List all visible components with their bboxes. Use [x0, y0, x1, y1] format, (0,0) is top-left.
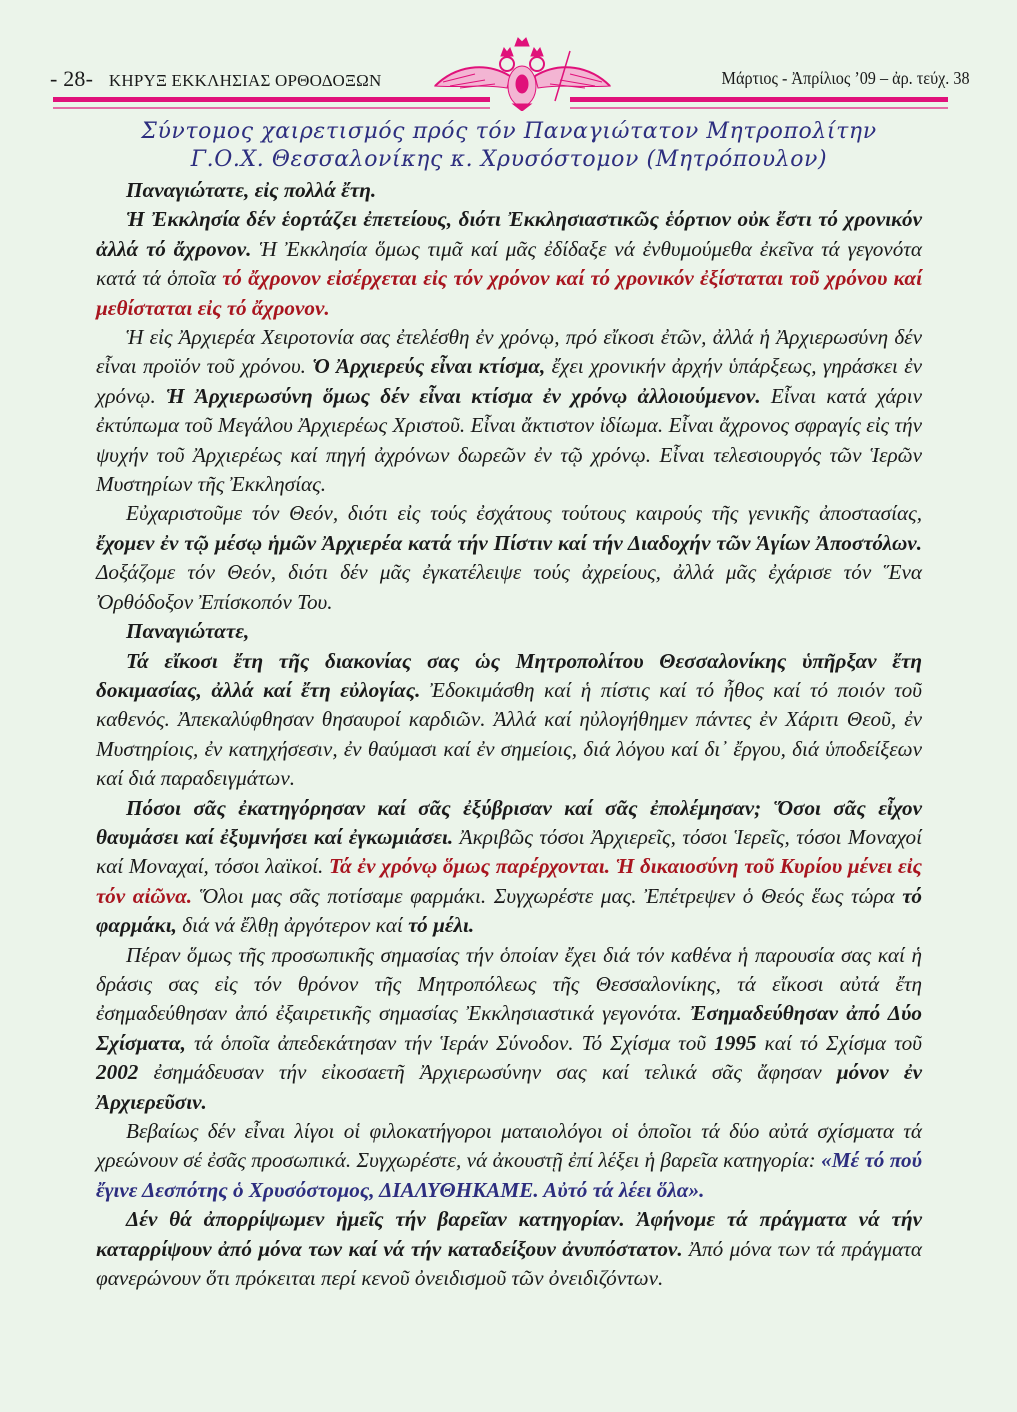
title-line-2: Γ.Ο.Χ. Θεσσαλονίκης κ. Χρυσόστομον (Μητρόπουλον): [190, 147, 828, 172]
bold-text: τό μέλι.: [408, 913, 475, 938]
body-text: Βεβαίως δέν εἶναι λίγοι οἱ φιλοκατήγοροι ματαιολόγοι οἱ ὁποῖοι τά δύο αὐτά σχίσματα τά χρεώνουν σέ ἐσᾶς προσωπικά. Συγχωρέστε, νά ἀκουστῇ ἐπί λέξει ἡ βαρεῖα κατηγορία:: [96, 1119, 922, 1173]
body-text: Δοξάζομε τόν Θεόν, διότι δέν μᾶς ἐγκατέλειψε τούς ἀχρείους, ἀλλά μᾶς ἐχάρισε τόν Ἕνα Ὀρθόδοξον Ἐπίσκοπόν Του.: [96, 560, 922, 614]
bold-text: Παναγιώτατε, εἰς πολλά ἔτη.: [126, 178, 377, 202]
page-number: - 28-: [50, 66, 94, 91]
body-text: διά νά ἔλθῃ ἀργότερον καί: [176, 913, 409, 938]
body-text: ἐσημάδευσαν τήν εἰκοσαετῆ Ἀρχιερωσύνην σας καί τελικά σᾶς ἄφησαν: [138, 1060, 837, 1085]
bold-text: ἔχομεν ἐν τῷ μέσῳ ἡμῶν Ἀρχιερέα κατά τήν Πίστιν καί τήν Διαδοχήν τῶν Ἁγίων Ἀποστόλων.: [96, 530, 922, 555]
paragraph: [96, 323, 922, 499]
quote-blue: «Μέ τό πού ἔγινε Δεσπότης ὁ Χρυσόστομος, ΔΙΑΛΥΘΗΚΑΜΕ. Αὐτό τά λέει ὅλα».: [96, 1148, 922, 1202]
bold-text: Ἡ Ἀρχιερωσύνη ὅμως δέν εἶναι κτίσμα ἐν χρόνῳ ἀλλοιούμενον.: [165, 383, 761, 408]
highlight-red: τό ἄχρονον εἰσέρχεται εἰς τόν χρόνον καί τό χρονικόν ἐξίσταται τοῦ χρόνου καί μεθίσταται εἰς τό ἄχρονον.: [96, 266, 922, 320]
paragraph-greeting: [96, 176, 922, 205]
bold-text: Ἡ Ἐκκλησία δέν ἑορτάζει ἐπετείους, διότι Ἐκκλησιαστικῶς ἑόρτιον οὐκ ἔστι τό χρονικόν ἀλλά τό ἄχρονον.: [96, 207, 922, 261]
body-text: Ὅλοι μας σᾶς ποτίσαμε φαρμάκι. Συγχωρέστε μας. Ἐπέτρεψεν ὁ Θεός ἕως τώρα: [192, 883, 903, 908]
bold-text: Ἐσημαδεύθησαν ἀπό Δύο Σχίσματα,: [96, 1001, 922, 1055]
publication-title: ΚΗΡΥΞ ΕΚΚΛΗΣΙΑΣ ΟΡΘΟΔΟΞΩΝ: [108, 71, 382, 90]
bold-text: μόνον ἐν Ἀρχιερεῦσιν.: [96, 1060, 923, 1114]
bold-text: Ὁ Ἀρχιερεύς εἶναι κτίσμα,: [312, 354, 546, 379]
body-text: τά ὁποῖα ἀπεδεκάτησαν τήν Ἱεράν Σύνοδον. Τό Σχίσμα τοῦ: [185, 1030, 715, 1055]
body-text: Εἶναι κατά χάριν ἐκτύπωμα τοῦ Μεγάλου Ἀρχιερέως Χριστοῦ. Εἶναι ἄκτιστον ἰδίωμα. Εἶναι ἄχρονος σφραγίς εἰς τήν ψυχήν τοῦ Ἀρχιερέως καί πηγή ἀχρόνων δωρεῶν ἐν τῷ χρόνῳ. Εἶναι τελεσιουργός τῶν Ἱερῶν Μυστηρίων τῆς Ἐκκλησίας.: [96, 383, 922, 497]
article-title: [96, 118, 922, 174]
header-left: [50, 66, 381, 92]
body-text: Πέραν ὅμως τῆς προσωπικῆς σημασίας τήν ὁποίαν ἔχει διά τόν καθένα ἡ παρουσία σας καί ἡ δράσις σας εἰς τόν θρόνον τῆς Μητροπόλεως τῆς Θεσσαλονίκης, τά εἴκοσι αὐτά ἔτη ἐσημαδεύθησαν ἀπό ἐξαιρετικῆς σημασίας Ἐκκλησιαστικά γεγονότα.: [96, 942, 922, 1026]
double-headed-eagle-icon: [415, 36, 630, 111]
bold-text: Τά εἴκοσι ἔτη τῆς διακονίας σας ὡς Μητροπολίτου Θεσσαλονίκης ὑπῆρξαν ἔτη δοκιμασίας, ἀλλά καί ἔτη εὐλογίας.: [96, 648, 922, 702]
highlight-red: Τά ἐν χρόνῳ ὅμως παρέρχονται. Ἡ δικαιοσύνη τοῦ Κυρίου μένει εἰς τόν αἰῶνα.: [96, 854, 923, 908]
issue-info: Μάρτιος - Ἀπρίλιος ’09 – ἀρ. τεύχ. 38: [721, 68, 970, 88]
body-text: Ἀκριβῶς τόσοι Ἀρχιερεῖς, τόσοι Ἱερεῖς, τόσοι Μοναχοί καί Μοναχαί, τόσοι λαϊκοί.: [96, 824, 922, 879]
paragraph: [96, 205, 922, 323]
title-line-1: Σύντομος χαιρετισμός πρός τόν Παναγιώτατον Μητροπολίτην: [141, 119, 877, 144]
paragraph: [96, 499, 922, 617]
bold-text: Παναγιώτατε,: [126, 619, 250, 644]
body-text: Ἡ εἰς Ἀρχιερέα Χειροτονία σας ἐτελέσθη ἐν χρόνῳ, πρό εἴκοσι ἐτῶν, ἀλλά ἡ Ἀρχιερωσύνη δέν εἶναι προϊόν τοῦ χρόνου.: [96, 325, 922, 379]
paragraph: [96, 1205, 922, 1293]
body-text: Ἐδοκιμάσθη καί ἡ πίστις καί τό ἦθος καί τό ποιόν τοῦ καθενός. Ἀπεκαλύφθησαν θησαυροί καρδιῶν. Ἀλλά καί ηὐλογήθημεν πάντες ἐν Χάριτι Θεοῦ, ἐν Μυστηρίοις, ἐν κατηχήσεσιν, ἐν θαύμασι καί ἐν σημείοις, διά λόγου καί δι᾽ ἔργου, διά ὑποδείξεων καί διά παραδειγμάτων.: [96, 677, 922, 791]
body-text: Εὐχαριστοῦμε τόν Θεόν, διότι εἰς τούς ἐσχάτους τούτους καιρούς τῆς γενικῆς ἀποστασίας,: [126, 501, 922, 526]
body-text: ἔχει χρονικήν ἀρχήν ὑπάρξεως, γηράσκει ἐν χρόνῳ.: [96, 354, 922, 408]
bold-text: Δέν θά ἀπορρίψωμεν ἡμεῖς τήν βαρεῖαν κατηγορίαν. Ἀφήνομε τά πράγματα νά τήν καταρρίψουν ἀπό μόνα των καί νά τήν καταδείξουν ἀνυπόστατον.: [96, 1207, 922, 1261]
bold-text: τό φαρμάκι,: [96, 883, 922, 938]
year-1995: 1995: [714, 1030, 757, 1055]
paragraph-salutation: [96, 617, 922, 646]
paragraph: [96, 1117, 922, 1205]
body-text: καί τό Σχίσμα τοῦ: [756, 1030, 922, 1055]
paragraph: [96, 647, 922, 794]
paragraph: [96, 941, 922, 1117]
body-text: Ἡ Ἐκκλησία ὅμως τιμᾶ καί μᾶς ἐδίδαξε νά ἐνθυμούμεθα ἐκεῖνα τά γεγονότα κατά τά ὁποῖα: [96, 236, 922, 291]
body-text: Ἀπό μόνα των τά πράγματα φανερώνουν ὅτι πρόκειται περί κενοῦ ὀνειδισμοῦ τῶν ὀνειδιζόντων.: [96, 1236, 922, 1291]
article: [96, 118, 922, 1293]
paragraph: [96, 794, 922, 941]
year-2002: 2002: [96, 1060, 139, 1085]
bold-text: Πόσοι σᾶς ἐκατηγόρησαν καί σᾶς ἐξύβρισαν καί σᾶς ἐπολέμησαν; Ὅσοι σᾶς εἶχον θαυμάσει καί ἐξυμνήσει καί ἐγκωμιάσει.: [96, 795, 922, 849]
